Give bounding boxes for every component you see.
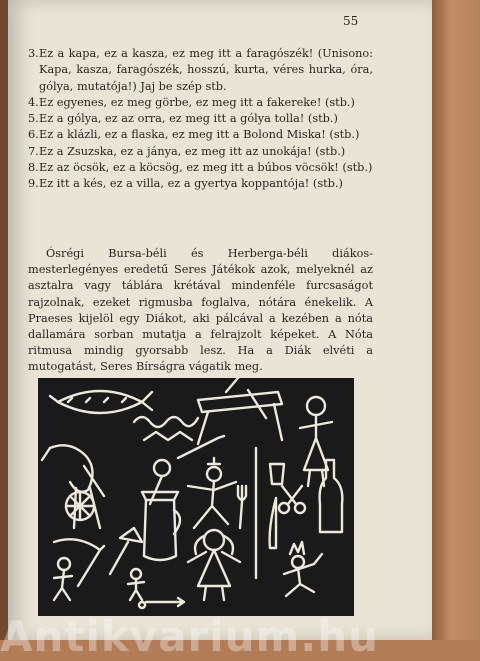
- dancing-man-drawing: [188, 458, 236, 528]
- child-figure-drawing: [128, 569, 144, 600]
- item-text: Ez itt a kés, ez a villa, ez a gyertya koppantója! (stb.): [39, 177, 343, 191]
- page-edge: [432, 0, 480, 640]
- arrow-drawing: [139, 598, 184, 608]
- page-number: 55: [343, 14, 359, 28]
- sausage-drawing: [50, 391, 152, 413]
- scissors-drawing: [279, 486, 305, 513]
- item-text: Ez a gólya, ez az orra, ez meg itt a gólya tolla! (stb.): [39, 112, 338, 126]
- item-text: Ez a klázli, ez a flaska, ez meg itt a Bolond Miska! (stb.): [39, 128, 360, 142]
- rhyme-item: [28, 46, 373, 95]
- stork-drawing: [42, 445, 104, 528]
- bench-drawing: [198, 378, 282, 444]
- rhyme-item: [28, 95, 373, 111]
- chalk-drawing-illustration: [38, 378, 354, 616]
- rhyme-item: [28, 176, 373, 192]
- body-paragraph: Ósrégi Bursa-béli és Herberga-béli diákos-mesterlegényes eredetű Seres Játékok azok, melyeknél az asztalra vagy táblára krétával mindenféle furcsaságot rajzolnak, ezeket rigmusba foglalva, nótára énekelik. A Praeses kijelöl egy Diákot, aki pálcával a kezében a nóta dallamára sorban mutatja a felrajzolt képeket. A Nóta ritmusa mindig gyorsabb lesz. Ha a Diák elvéti a mutogatást, Seres Bírságra vágatik meg.: [28, 247, 373, 374]
- wheel-drawing: [66, 492, 94, 520]
- jester-figure-drawing: [284, 542, 322, 596]
- item-number: 8.: [28, 161, 39, 175]
- long-knife-drawing: [270, 498, 276, 548]
- item-text: Ez a kapa, ez a kasza, ez meg itt a faragószék! (Unisono: Kapa, kasza, faragószék, hosszú, kurta, véres hurka, óra, gólya, mutatója!) Jaj be szép stb.: [39, 47, 373, 93]
- item-number: 5.: [28, 112, 39, 126]
- item-text: Ez a Zsuzska, ez a jánya, ez meg itt az unokája! (stb.): [39, 144, 346, 158]
- watermark: Antikvarium.hu: [0, 612, 380, 661]
- hoe-drawing: [110, 528, 142, 574]
- rhyme-item: [28, 111, 373, 127]
- wavy-line-drawing: [134, 417, 198, 427]
- woman-figure-drawing: [188, 530, 240, 600]
- item-number: 3.: [28, 47, 39, 60]
- scythe-drawing: [54, 539, 104, 600]
- jug-drawing: [142, 492, 180, 560]
- clock-drawing: [150, 460, 170, 504]
- rhyme-item: [28, 144, 373, 160]
- item-number: 9.: [28, 177, 39, 191]
- rhyme-item: [28, 127, 373, 143]
- item-number: 4.: [28, 95, 39, 109]
- cup-drawing: [270, 464, 284, 484]
- book-page: [8, 0, 432, 640]
- item-text: Ez egyenes, ez meg görbe, ez meg itt a fakereke! (stb.): [39, 95, 355, 109]
- item-text: Ez az öcsök, ez a köcsög, ez meg itt a búbos vöcsök! (stb.): [39, 161, 373, 175]
- knife-drawing: [178, 436, 224, 458]
- fork-drawing: [238, 486, 246, 528]
- zigzag-drawing: [144, 432, 192, 440]
- item-number: 7.: [28, 144, 39, 158]
- rhyme-list: [28, 46, 373, 193]
- item-number: 6.: [28, 128, 39, 142]
- rhyme-item: [28, 160, 373, 176]
